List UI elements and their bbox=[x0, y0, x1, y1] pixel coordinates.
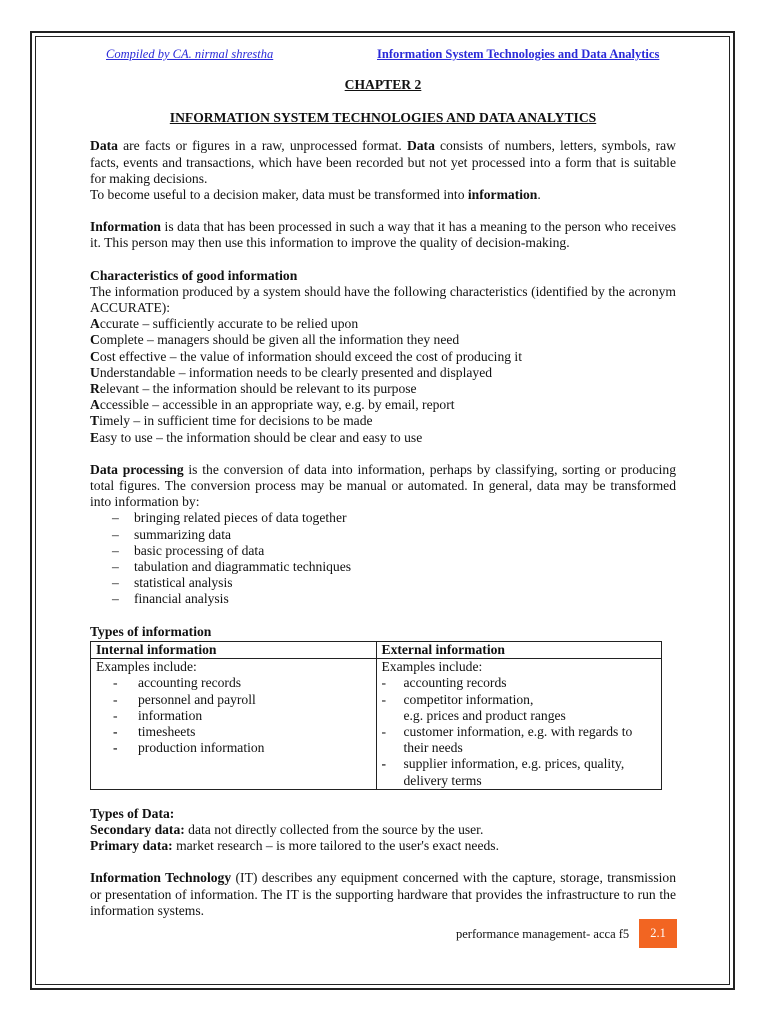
processing-list bbox=[90, 510, 676, 607]
list-item: - accounting records bbox=[113, 675, 242, 691]
chapter-title: INFORMATION SYSTEM TECHNOLOGIES AND DATA ANALYTICS bbox=[169, 110, 597, 126]
document-page bbox=[90, 44, 676, 919]
list-item: Understandable – information needs to be clearly presented and displayed bbox=[90, 364, 493, 380]
types-of-data-heading: Types of Data: bbox=[90, 805, 175, 821]
data-processing-definition: Data processing is the conversion of data into information, perhaps by classifying, sorting or producing total figures. The conversion process may be manual or automated. In general, data may be transformed into information by: bbox=[90, 461, 676, 510]
list-item: - supplier information, e.g. prices, quality, delivery terms bbox=[381, 756, 625, 788]
list-item: - customer information, e.g. with regards to their needs bbox=[381, 723, 633, 756]
types-of-information-heading: Types of information bbox=[90, 623, 212, 639]
list-item: Accurate – sufficiently accurate to be relied upon bbox=[90, 316, 359, 332]
list-item: Cost effective – the value of information should exceed the cost of producing it bbox=[90, 348, 522, 364]
term-data: Data bbox=[90, 138, 118, 154]
data-to-information: To become useful to a decision maker, data must be transformed into information. bbox=[90, 187, 541, 203]
header-doc-title: Information System Technologies and Data Analytics bbox=[377, 47, 660, 61]
primary-data: Primary data: market research – is more tailored to the user's exact needs. bbox=[90, 838, 499, 854]
footer-text: performance management- acca f5 bbox=[456, 927, 630, 941]
column-header-external: External information bbox=[376, 641, 662, 658]
list-item: - production information bbox=[113, 740, 265, 756]
list-item: - accounting records bbox=[381, 675, 507, 691]
list-item: - information bbox=[113, 707, 203, 723]
characteristics-intro: The information produced by a system should have the following characteristics (identified by the acronym ACCURATE): bbox=[90, 283, 676, 316]
internal-cell: Examples include: - accounting records - personnel and payroll - information - timesheets - production information bbox=[91, 659, 377, 790]
list-item: – summarizing data bbox=[112, 526, 232, 542]
characteristics-heading: Characteristics of good information bbox=[90, 267, 298, 283]
list-item: Accessible – accessible in an appropriate way, e.g. by email, report bbox=[90, 397, 455, 413]
running-header bbox=[90, 44, 676, 62]
table-row bbox=[91, 659, 662, 790]
list-item: – tabulation and diagrammatic techniques bbox=[112, 559, 352, 575]
compiled-by: Compiled by CA. nirmal shrestha bbox=[106, 47, 274, 61]
accurate-list bbox=[90, 316, 676, 446]
list-item: - personnel and payroll bbox=[113, 691, 256, 707]
list-item: Timely – in sufficient time for decisions to be made bbox=[90, 413, 373, 429]
list-item: – statistical analysis bbox=[112, 575, 233, 591]
list-item: - competitor information, bbox=[381, 691, 534, 707]
chapter-number: CHAPTER 2 bbox=[344, 77, 422, 92]
list-item: – financial analysis bbox=[112, 591, 229, 607]
information-types-table bbox=[90, 641, 662, 790]
list-item: Easy to use – the information should be clear and easy to use bbox=[90, 429, 423, 445]
list-item: Relevant – the information should be relevant to its purpose bbox=[90, 381, 417, 397]
page-number-badge: 2.1 bbox=[639, 919, 677, 948]
secondary-data: Secondary data: data not directly collected from the source by the user. bbox=[90, 821, 484, 837]
column-header-internal: Internal information bbox=[91, 641, 377, 658]
list-item: - timesheets bbox=[113, 723, 196, 739]
external-cell: Examples include: - accounting records - competitor information, e.g. prices and product ranges - customer information, e.g. with regards to their needs - supplier information, e.g. prices, quality, delivery terms bbox=[376, 659, 662, 790]
list-item: Complete – managers should be given all the information they need bbox=[90, 332, 460, 348]
term-data-2: Data bbox=[406, 138, 435, 154]
table-header-row bbox=[91, 641, 662, 658]
list-item: – basic processing of data bbox=[112, 542, 265, 558]
information-definition: Information is data that has been processed in such a way that it has a meaning to the person who receives it. This person may then use this information to improve the quality of decision-making. bbox=[90, 219, 676, 251]
data-definition: Data are facts or figures in a raw, unprocessed format. Data consists of numbers, letters, symbols, raw facts, events and transactions, which have been recorded but not yet processed into a form that is suitable for making decisions. bbox=[90, 138, 676, 186]
list-item: – bringing related pieces of data together bbox=[112, 510, 347, 526]
it-definition: Information Technology (IT) describes any equipment concerned with the capture, storage, transmission or presentation of information. The IT is the supporting hardware that provides the infrastructure to run the information systems. bbox=[90, 870, 676, 918]
list-item: e.g. prices and product ranges bbox=[403, 707, 566, 723]
